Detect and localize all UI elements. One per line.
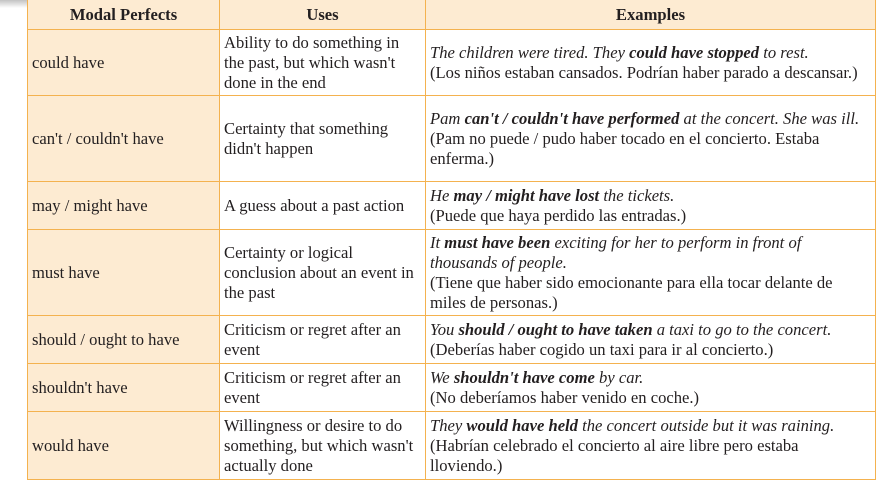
header-examples: Examples xyxy=(426,0,876,30)
example-translation: (Puede que haya perdido las entradas.) xyxy=(430,205,687,225)
example-translation: (Tiene que haber sido emocionante para ella tocar delante de miles de personas.) xyxy=(430,272,833,312)
use-cell: Certainty that something didn't happen xyxy=(220,96,426,182)
example-segment: You xyxy=(430,319,459,339)
modal-cell: must have xyxy=(28,230,220,316)
example-cell xyxy=(426,364,876,412)
use-cell: Criticism or regret after an event xyxy=(220,316,426,364)
header-row xyxy=(28,0,876,30)
example-segment: the concert outside but it was raining. xyxy=(577,415,835,435)
table-row xyxy=(28,30,876,96)
use-cell: Willingness or desire to do something, but which wasn't actually done xyxy=(220,412,426,480)
example-segment: would have held xyxy=(466,415,578,435)
example-cell xyxy=(426,412,876,480)
example-segment: at the concert. She was ill. xyxy=(679,108,860,128)
example-segment: It xyxy=(430,232,445,252)
example-translation: (Pam no puede / pudo haber tocado en el concierto. Estaba enferma.) xyxy=(430,128,820,168)
example-sentence xyxy=(430,186,871,206)
example-segment: The children were tired. They xyxy=(430,42,630,62)
example-translation: (Los niños estaban cansados. Podrían haber parado a descansar.) xyxy=(430,62,858,82)
example-segment: They xyxy=(430,415,467,435)
table-row xyxy=(28,182,876,230)
table-row xyxy=(28,230,876,316)
example-segment: shouldn't have come xyxy=(453,367,595,387)
example-segment: must have been xyxy=(444,232,551,252)
use-cell: Ability to do something in the past, but which wasn't done in the end xyxy=(220,30,426,96)
example-segment: to rest. xyxy=(759,42,809,62)
modal-perfects-table xyxy=(27,0,876,480)
table-row xyxy=(28,316,876,364)
modal-cell: should / ought to have xyxy=(28,316,220,364)
example-segment: could have stopped xyxy=(629,42,760,62)
use-cell: Certainty or logical conclusion about an event in the past xyxy=(220,230,426,316)
example-segment: should / ought to have taken xyxy=(458,319,653,339)
example-translation: (Deberías haber cogido un taxi para ir al concierto.) xyxy=(430,339,774,359)
modal-cell: may / might have xyxy=(28,182,220,230)
example-segment: may / might have lost xyxy=(453,185,600,205)
example-segment: a taxi to go to the concert. xyxy=(652,319,832,339)
example-segment: He xyxy=(430,185,454,205)
example-segment: can't / couldn't have performed xyxy=(464,108,680,128)
example-segment: by car. xyxy=(594,367,644,387)
table-row xyxy=(28,412,876,480)
example-cell xyxy=(426,96,876,182)
example-sentence xyxy=(430,320,871,340)
table-row xyxy=(28,364,876,412)
example-sentence xyxy=(430,109,871,129)
modal-cell: can't / couldn't have xyxy=(28,96,220,182)
modal-cell: would have xyxy=(28,412,220,480)
use-cell: Criticism or regret after an event xyxy=(220,364,426,412)
example-cell xyxy=(426,30,876,96)
example-cell xyxy=(426,182,876,230)
modal-cell: shouldn't have xyxy=(28,364,220,412)
example-translation: (No deberíamos haber venido en coche.) xyxy=(430,387,700,407)
header-uses: Uses xyxy=(220,0,426,30)
example-sentence xyxy=(430,368,871,388)
use-cell: A guess about a past action xyxy=(220,182,426,230)
example-sentence xyxy=(430,233,871,273)
example-cell xyxy=(426,230,876,316)
header-modal-perfects: Modal Perfects xyxy=(28,0,220,30)
example-segment: We xyxy=(430,367,454,387)
example-segment: exciting for her to perform in front of thousands of people. xyxy=(430,232,802,272)
modal-cell: could have xyxy=(28,30,220,96)
example-segment: the tickets. xyxy=(599,185,675,205)
example-cell xyxy=(426,316,876,364)
example-segment: Pam xyxy=(430,108,465,128)
example-translation: (Habrían celebrado el concierto al aire libre pero estaba lloviendo.) xyxy=(430,435,799,475)
example-sentence xyxy=(430,43,871,63)
table-row xyxy=(28,96,876,182)
example-sentence xyxy=(430,416,871,436)
